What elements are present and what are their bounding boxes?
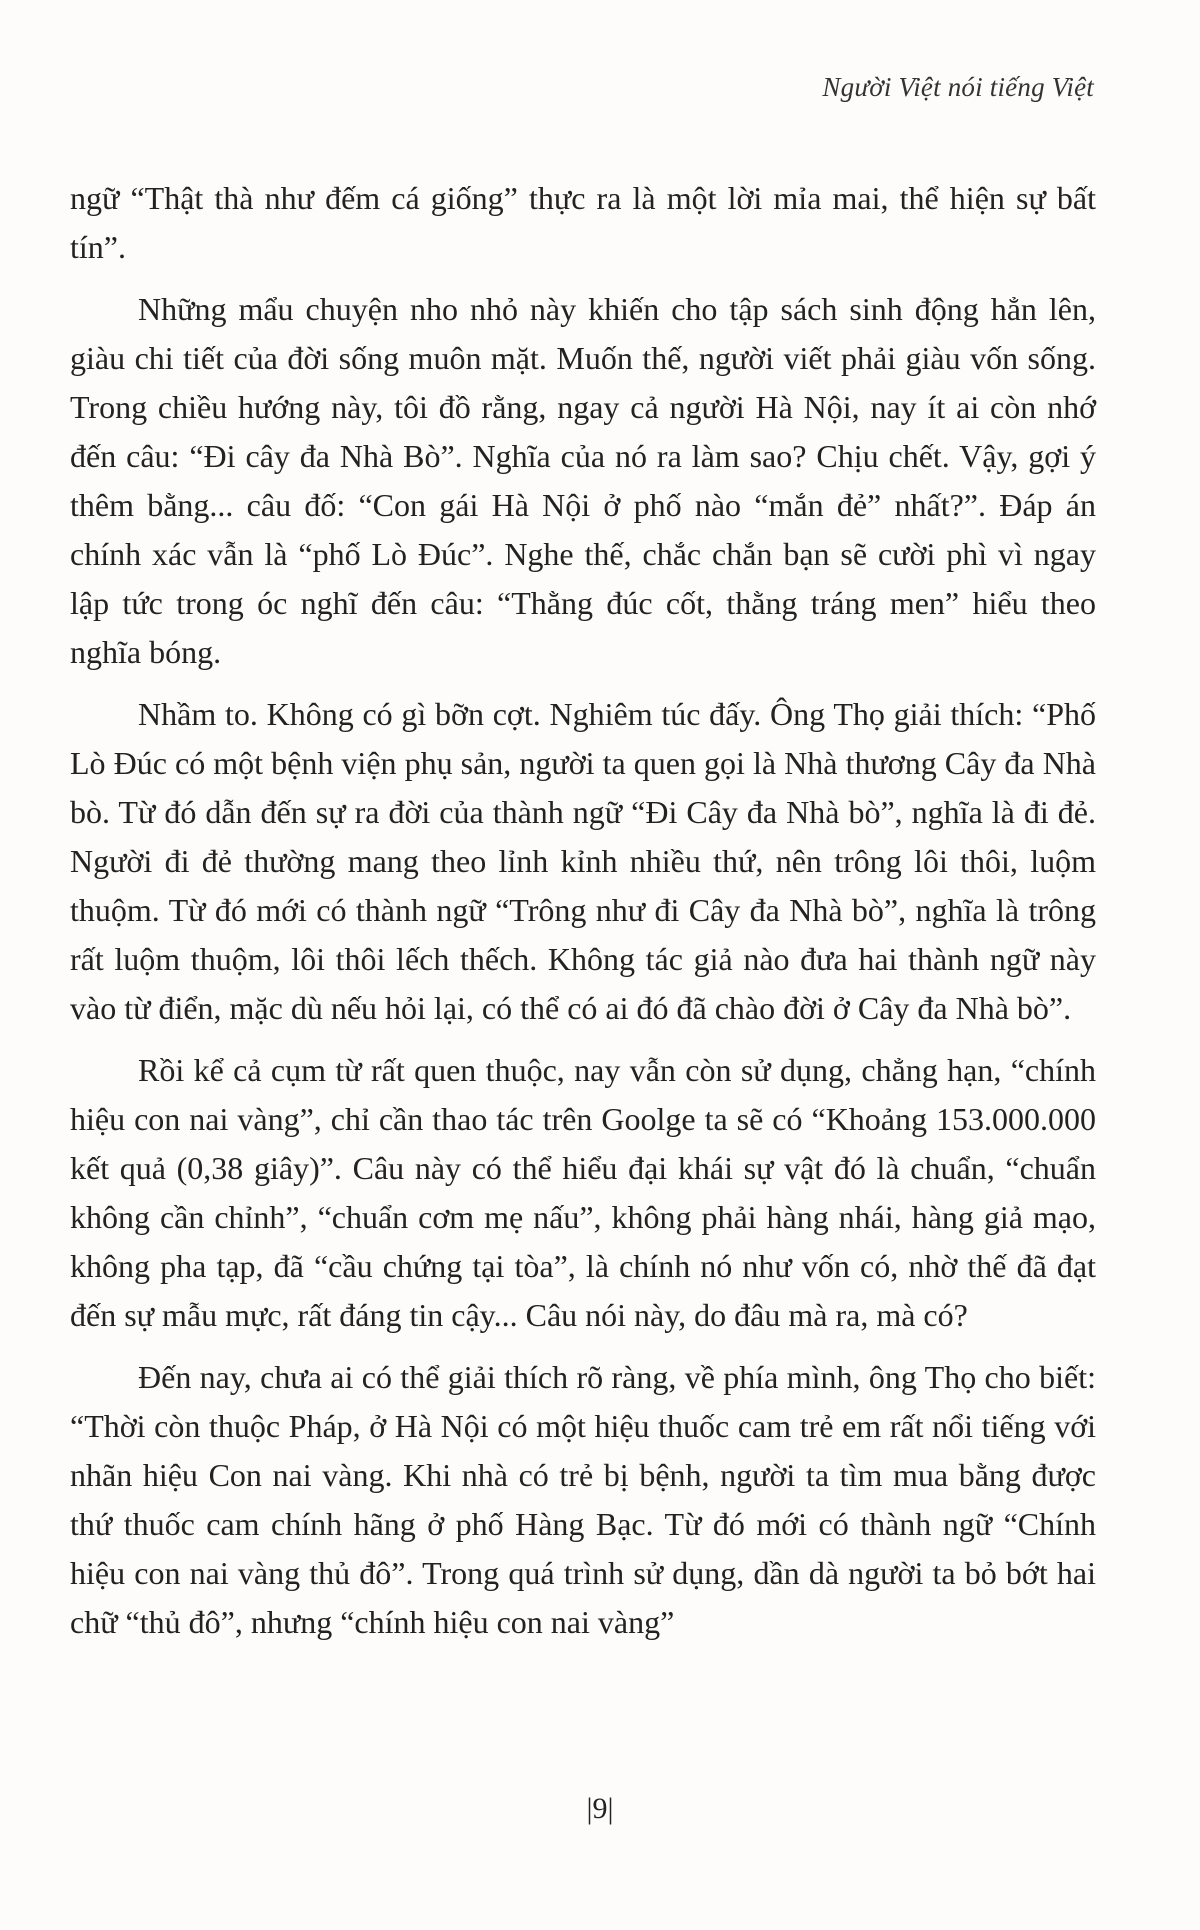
paragraph-5: Đến nay, chưa ai có thể giải thích rõ ràng, về phía mình, ông Thọ cho biết: “Thời còn thuộc Pháp, ở Hà Nội có một hiệu thuốc cam trẻ em rất nổi tiếng với nhãn hiệu Con nai vàng. Khi nhà có trẻ bị bệnh, người ta tìm mua bằng được thứ thuốc cam chính hãng ở phố Hàng Bạc. Từ đó mới có thành ngữ “Chính hiệu con nai vàng thủ đô”. Trong quá trình sử dụng, dần dà người ta bỏ bớt hai chữ “thủ đô”, nhưng “chính hiệu con nai vàng” (70, 1359, 1096, 1640)
paragraph-3: Nhầm to. Không có gì bỡn cợt. Nghiêm túc đấy. Ông Thọ giải thích: “Phố Lò Đúc có một bệnh viện phụ sản, người ta quen gọi là Nhà thương Cây đa Nhà bò. Từ đó dẫn đến sự ra đời của thành ngữ “Đi Cây đa Nhà bò”, nghĩa là đi đẻ. Người đi đẻ thường mang theo lỉnh kỉnh nhiều thứ, nên trông lôi thôi, luộm thuộm. Từ đó mới có thành ngữ “Trông như đi Cây đa Nhà bò”, nghĩa là trông rất luộm thuộm, lôi thôi lếch thếch. Không tác giả nào đưa hai thành ngữ này vào từ điển, mặc dù nếu hỏi lại, có thể có ai đó đã chào đời ở Cây đa Nhà bò”. (70, 696, 1096, 1026)
paragraph-2: Những mẩu chuyện nho nhỏ này khiến cho tập sách sinh động hẳn lên, giàu chi tiết của đời sống muôn mặt. Muốn thế, người viết phải giàu vốn sống. Trong chiều hướng này, tôi đồ rằng, ngay cả người Hà Nội, nay ít ai còn nhớ đến câu: “Đi cây đa Nhà Bò”. Nghĩa của nó ra làm sao? Chịu chết. Vậy, gợi ý thêm bằng... câu đố: “Con gái Hà Nội ở phố nào “mắn đẻ” nhất?”. Đáp án chính xác vẫn là “phố Lò Đúc”. Nghe thế, chắc chắn bạn sẽ cười phì vì ngay lập tức trong óc nghĩ đến câu: “Thằng đúc cốt, thằng tráng men” hiểu theo nghĩa bóng. (70, 291, 1096, 670)
body-text (70, 174, 1096, 1660)
running-header: Người Việt nói tiếng Việt (822, 72, 1094, 102)
paragraph-1: ngữ “Thật thà như đếm cá giống” thực ra là một lời mỉa mai, thể hiện sự bất tín”. (70, 180, 1096, 265)
paragraph-4: Rồi kể cả cụm từ rất quen thuộc, nay vẫn còn sử dụng, chẳng hạn, “chính hiệu con nai vàng”, chỉ cần thao tác trên Goolge ta sẽ có “Khoảng 153.000.000 kết quả (0,38 giây)”. Câu này có thể hiểu đại khái sự vật đó là chuẩn, “chuẩn không cần chỉnh”, “chuẩn cơm mẹ nấu”, không phải hàng nhái, hàng giả mạo, không pha tạp, đã “cầu chứng tại tòa”, là chính nó như vốn có, nhờ thế đã đạt đến sự mẫu mực, rất đáng tin cậy... Câu nói này, do đâu mà ra, mà có? (70, 1052, 1096, 1333)
page-number: |9| (586, 1792, 614, 1825)
